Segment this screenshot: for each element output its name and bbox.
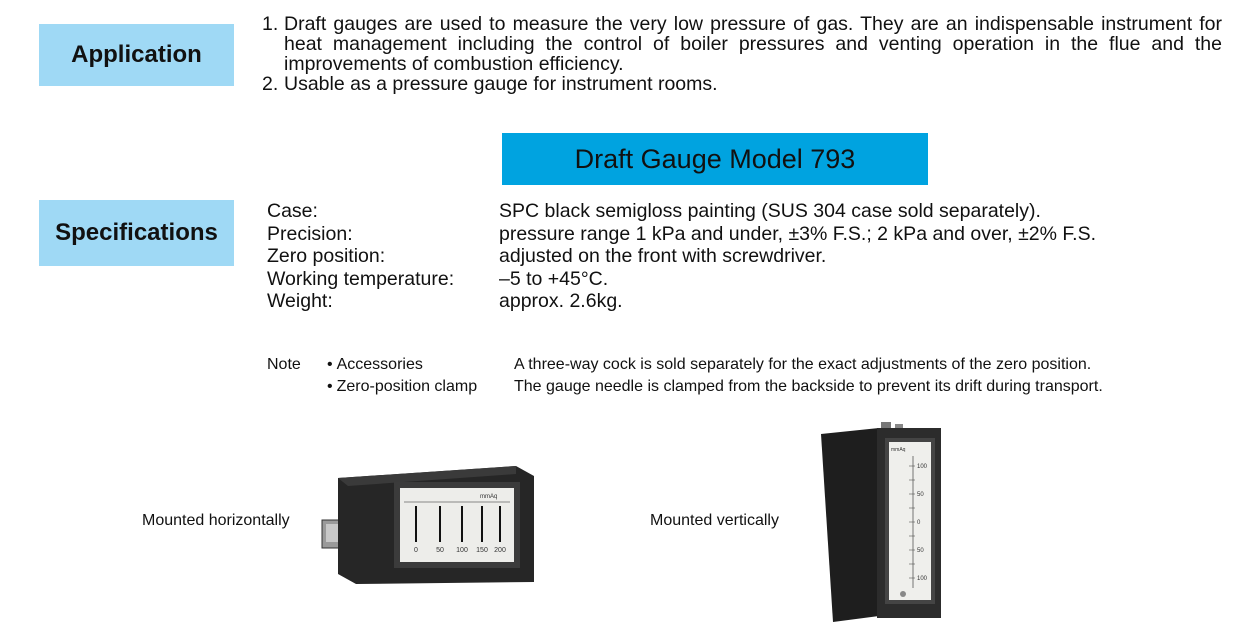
spec-row — [267, 268, 1096, 291]
application-item-text: Draft gauges are used to measure the very low pressure of gas. They are an indispensable instrument for heat management including the control of boiler pressures and venting operation in the flue and the improvements of combustion efficiency. — [284, 13, 1222, 75]
scale-label: 150 — [476, 547, 488, 554]
note-lead-spacer — [267, 376, 327, 398]
model-title: Draft Gauge Model 793 — [574, 143, 856, 174]
scale-label: 100 — [917, 576, 928, 582]
application-item — [262, 14, 1222, 74]
note-item — [327, 376, 514, 398]
spec-key: Weight: — [267, 290, 333, 312]
scale-label: 50 — [917, 492, 924, 498]
note-text: A three-way cock is sold separately for the exact adjustments of the zero position. — [514, 356, 1092, 373]
spec-value: SPC black semigloss painting (SUS 304 case sold separately). — [499, 200, 1041, 222]
application-label — [39, 24, 234, 86]
caption-vertical: Mounted vertically — [650, 512, 779, 529]
note-item-label: Zero-position clamp — [336, 378, 478, 395]
application-item-number: 1. — [262, 13, 279, 35]
spec-key: Case: — [267, 200, 318, 222]
application-item-text: Usable as a pressure gauge for instrument rooms. — [284, 73, 718, 95]
spec-key: Precision: — [267, 222, 353, 245]
specifications-label-text: Specifications — [55, 219, 218, 246]
spec-key: Zero position: — [267, 245, 386, 267]
spec-row — [267, 223, 1096, 246]
application-item-number: 2. — [262, 73, 279, 95]
specifications-table — [267, 200, 1096, 313]
spec-value: –5 to +45°C. — [499, 267, 609, 290]
note-text: The gauge needle is clamped from the backside to prevent its drift during transport. — [514, 378, 1103, 395]
bullet-icon: • — [327, 356, 333, 373]
caption-horizontal: Mounted horizontally — [142, 512, 290, 529]
specifications-label — [39, 200, 234, 266]
spec-value: adjusted on the front with screwdriver. — [499, 245, 827, 267]
model-title-banner — [502, 133, 928, 185]
spec-key: Working temperature: — [267, 267, 455, 290]
note-row — [267, 376, 1103, 398]
spec-row — [267, 200, 1096, 223]
note-item-label: Accessories — [336, 356, 423, 373]
scale-label: 50 — [436, 547, 444, 554]
scale-label: 200 — [494, 547, 506, 554]
scale-unit: mmAq — [891, 447, 906, 453]
spec-row — [267, 290, 1096, 313]
spec-row — [267, 245, 1096, 268]
scale-label: 0 — [414, 547, 418, 554]
application-list — [262, 14, 1222, 94]
spec-value: pressure range 1 kPa and under, ±3% F.S.; 2 kPa and over, ±2% F.S. — [499, 222, 1096, 245]
note-item — [327, 354, 514, 376]
note-section — [267, 354, 1103, 398]
scale-label: 0 — [917, 520, 921, 526]
scale-label: 100 — [917, 464, 928, 470]
spec-value: approx. 2.6kg. — [499, 290, 623, 312]
note-row — [267, 354, 1103, 376]
application-label-text: Application — [71, 41, 202, 68]
gauge-vertical-photo — [815, 420, 945, 623]
gauge-horizontal-photo — [320, 462, 536, 586]
scale-label: 100 — [456, 547, 468, 554]
note-lead: Note — [267, 356, 301, 373]
scale-label: 50 — [917, 548, 924, 554]
bullet-icon: • — [327, 378, 333, 395]
application-item — [262, 74, 1222, 94]
scale-unit: mmAq — [480, 494, 498, 500]
